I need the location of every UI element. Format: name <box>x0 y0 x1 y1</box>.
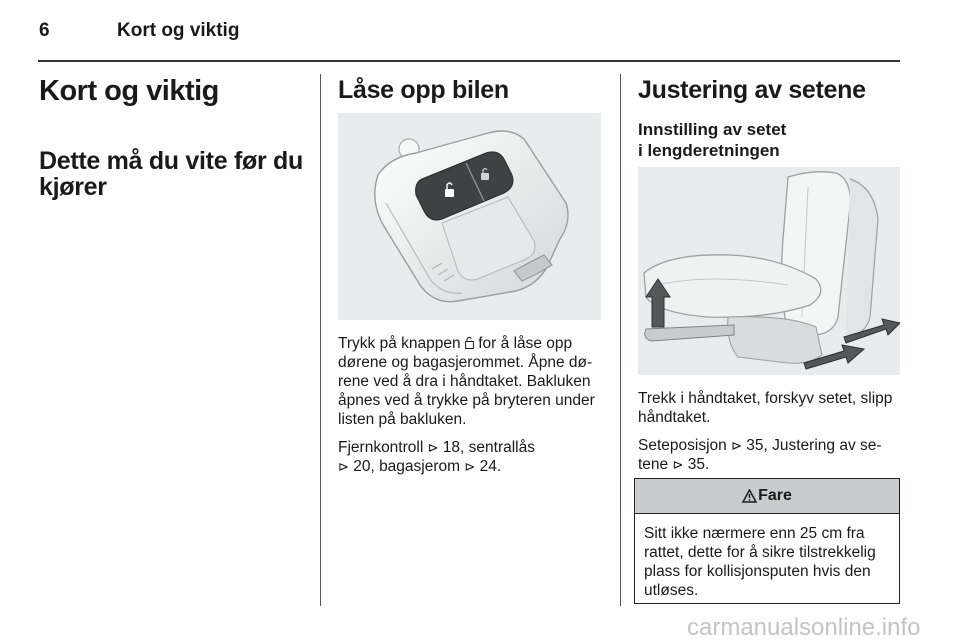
paragraph-text: for å låse opp dørene og bagasjerommet. Åpne dø- rene ved å dra i håndtaket. Bakluken åpnes ved å trykke på bryteren under listen på bakluken. <box>338 335 595 428</box>
page-reference-icon: ⊳ <box>464 459 476 474</box>
paragraph-text: 35. <box>683 456 710 473</box>
watermark: carmanualsonline.info <box>687 614 921 641</box>
paragraph-text: Trykk på knappen <box>338 335 465 352</box>
warning-header <box>635 479 899 514</box>
paragraph-text: Fjernkontroll <box>338 439 428 456</box>
seat-adjustment-heading: Justering av setene <box>638 76 866 104</box>
car-key-illustration <box>338 113 601 320</box>
warning-triangle-icon <box>742 489 757 503</box>
page-reference-icon: ⊳ <box>731 438 742 453</box>
warning-text: Sitt ikke nærmere enn 25 cm fra rattet, dette for å sikre tilstrekkelig plass for kollisjonsputen hvis den utløses. <box>644 525 876 599</box>
warning-box <box>634 478 900 604</box>
page-reference-icon: ⊳ <box>427 440 439 455</box>
section-title: Kort og viktig <box>39 75 219 107</box>
paragraph-text: 18, sentrallås <box>438 439 535 456</box>
paragraph-text: 20, bagasjerom <box>348 458 465 475</box>
paragraph-text: 35, Justering av se- tene <box>638 437 882 473</box>
header-rule <box>38 60 900 62</box>
seat-longitudinal-subheading: Innstilling av setet i lengderetningen <box>638 120 787 160</box>
page-number: 6 <box>39 20 50 41</box>
warning-title: Fare <box>758 487 792 504</box>
seat-adjustment-illustration <box>638 167 900 375</box>
unlock-instructions <box>338 334 613 485</box>
paragraph-text: Seteposisjon <box>638 437 732 454</box>
column-divider <box>320 74 321 606</box>
page-reference-icon: ⊳ <box>338 459 349 474</box>
column-divider <box>620 74 621 606</box>
paragraph-text: Trekk i håndtaket, forskyv setet, slipp håndtaket. <box>638 390 893 426</box>
page-reference-icon: ⊳ <box>672 457 684 472</box>
unlock-car-heading: Låse opp bilen <box>338 76 509 104</box>
seat-instructions <box>638 389 908 483</box>
running-header-title: Kort og viktig <box>117 20 240 41</box>
section-subtitle: Dette må du vite før du kjører <box>39 147 303 201</box>
paragraph-text: 24. <box>475 458 502 475</box>
unlock-icon <box>465 335 474 348</box>
